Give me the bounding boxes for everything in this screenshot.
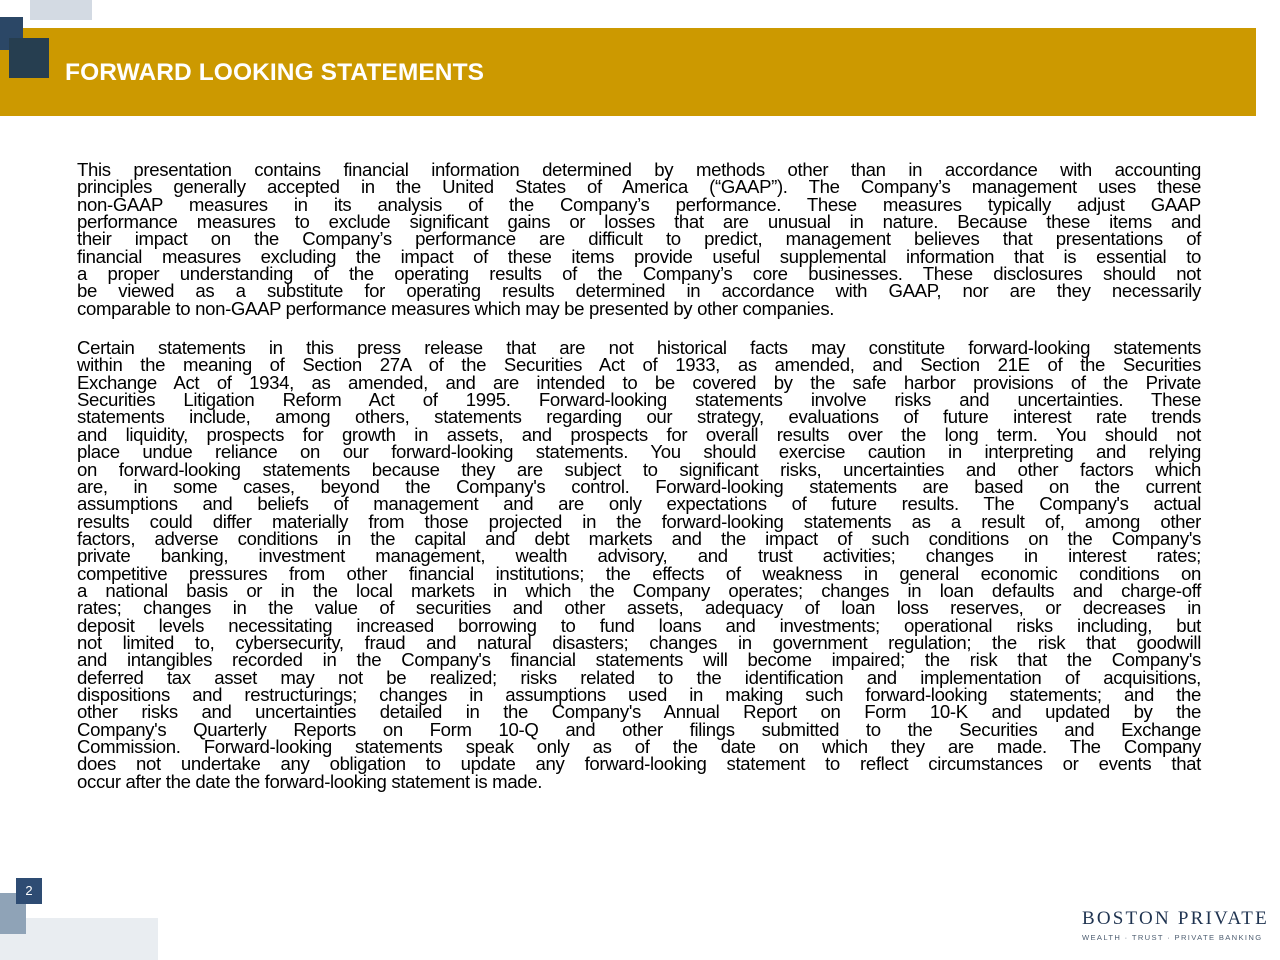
text-line: occur after the date the forward-looking statement is made. [77, 770, 543, 792]
text-line: within the meaning of Section 27A of the Securities Act of 1933, as amended, and Section 21E of the Securities [77, 354, 1201, 376]
text-line: comparable to non-GAAP performance measures which may be presented by other companies. [77, 297, 835, 319]
text-line: rates; changes in the value of securities and other assets, adequacy of loan loss reserves, or decreases in [77, 597, 1201, 619]
text-line: performance measures to exclude significant gains or losses that are unusual in nature. Because these items and [77, 211, 1201, 233]
paragraph-non-gaap [77, 161, 1201, 317]
text-line: non-GAAP measures in its analysis of the Company’s performance. These measures typically adjust GAAP [77, 193, 1201, 215]
body-text [77, 161, 1201, 790]
paragraph-forward-looking [77, 339, 1201, 790]
text-line: Securities Litigation Reform Act of 1995. Forward-looking statements involve risks and uncertainties. These [77, 389, 1201, 411]
text-line: their impact on the Company’s performance are difficult to predict, management believes that presentations of [77, 228, 1201, 250]
company-logo [1082, 908, 1269, 944]
text-line: dispositions and restructurings; changes in assumptions used in making such forward-looking statements; and the [77, 683, 1201, 705]
text-line: a proper understanding of the operating results of the Company’s core businesses. These disclosures should not [77, 263, 1201, 285]
text-line: competitive pressures from other financial institutions; the effects of weakness in general economic conditions on [77, 562, 1201, 584]
text-line: a national basis or in the local markets in which the Company operates; changes in loan defaults and charge-off [77, 579, 1201, 601]
page-number: 2 [16, 878, 42, 904]
text-line: other risks and uncertainties detailed in the Company's Annual Report on Form 10-K and updated by the [77, 701, 1201, 723]
text-line: does not undertake any obligation to update any forward-looking statement to reflect circumstances or events that [77, 753, 1201, 775]
text-line: statements include, among others, statements regarding our strategy, evaluations of future interest rate trends [77, 406, 1201, 428]
text-line: not limited to, cybersecurity, fraud and natural disasters; changes in government regulation; the risk that goodwill [77, 631, 1201, 653]
text-line: and liquidity, prospects for growth in assets, and prospects for overall results over the long term. You should not [77, 423, 1201, 445]
text-line: factors, adverse conditions in the capital and debt markets and the impact of such conditions on the Company's [77, 527, 1201, 549]
decorative-light-square [30, 0, 92, 20]
text-line: financial measures excluding the impact of these items provide useful supplemental information that is essential to [77, 245, 1201, 267]
text-line: This presentation contains financial information determined by methods other than in accordance with accounting [77, 159, 1201, 180]
text-line: place undue reliance on our forward-looking statements. You should exercise caution in interpreting and relying [77, 441, 1201, 463]
text-line: Certain statements in this press release that are not historical facts may constitute forward-looking statements [77, 337, 1201, 359]
text-line: Commission. Forward-looking statements speak only as of the date on which they are made. The Company [77, 736, 1201, 757]
logo-tagline: WEALTH · TRUST · PRIVATE BANKING [1082, 933, 1263, 942]
text-line: results could differ materially from those projected in the forward-looking statements as a result of, among other [77, 510, 1201, 532]
text-line: on forward-looking statements because they are subject to significant risks, uncertainties and other factors which [77, 458, 1201, 480]
decorative-dark-square [9, 38, 49, 78]
text-line: private banking, investment management, wealth advisory, and trust activities; changes in interest rates; [77, 545, 1201, 567]
text-line: are, in some cases, beyond the Company's control. Forward-looking statements are based on the current [77, 475, 1201, 497]
slide-title: FORWARD LOOKING STATEMENTS [65, 59, 485, 86]
text-line: deposit levels necessitating increased borrowing to fund loans and investments; operational risks including, but [77, 614, 1201, 636]
logo-name: BOSTON PRIVATE [1082, 908, 1269, 929]
text-line: deferred tax asset may not be realized; risks related to the identification and implementation of acquisitions, [77, 666, 1201, 688]
text-line: Exchange Act of 1934, as amended, and are intended to be covered by the safe harbor provisions of the Private [77, 371, 1201, 393]
text-line: principles generally accepted in the United States of America (“GAAP”). The Company’s management uses these [77, 176, 1201, 198]
text-line: Company's Quarterly Reports on Form 10-Q and other filings submitted to the Securities and Exchange [77, 718, 1201, 740]
text-line: assumptions and beliefs of management and are only expectations of future results. The Company's actual [77, 493, 1201, 515]
text-line: and intangibles recorded in the Company's financial statements will become impaired; the risk that the Company's [77, 649, 1201, 671]
text-line: be viewed as a substitute for operating results determined in accordance with GAAP, nor are they necessarily [77, 280, 1201, 302]
